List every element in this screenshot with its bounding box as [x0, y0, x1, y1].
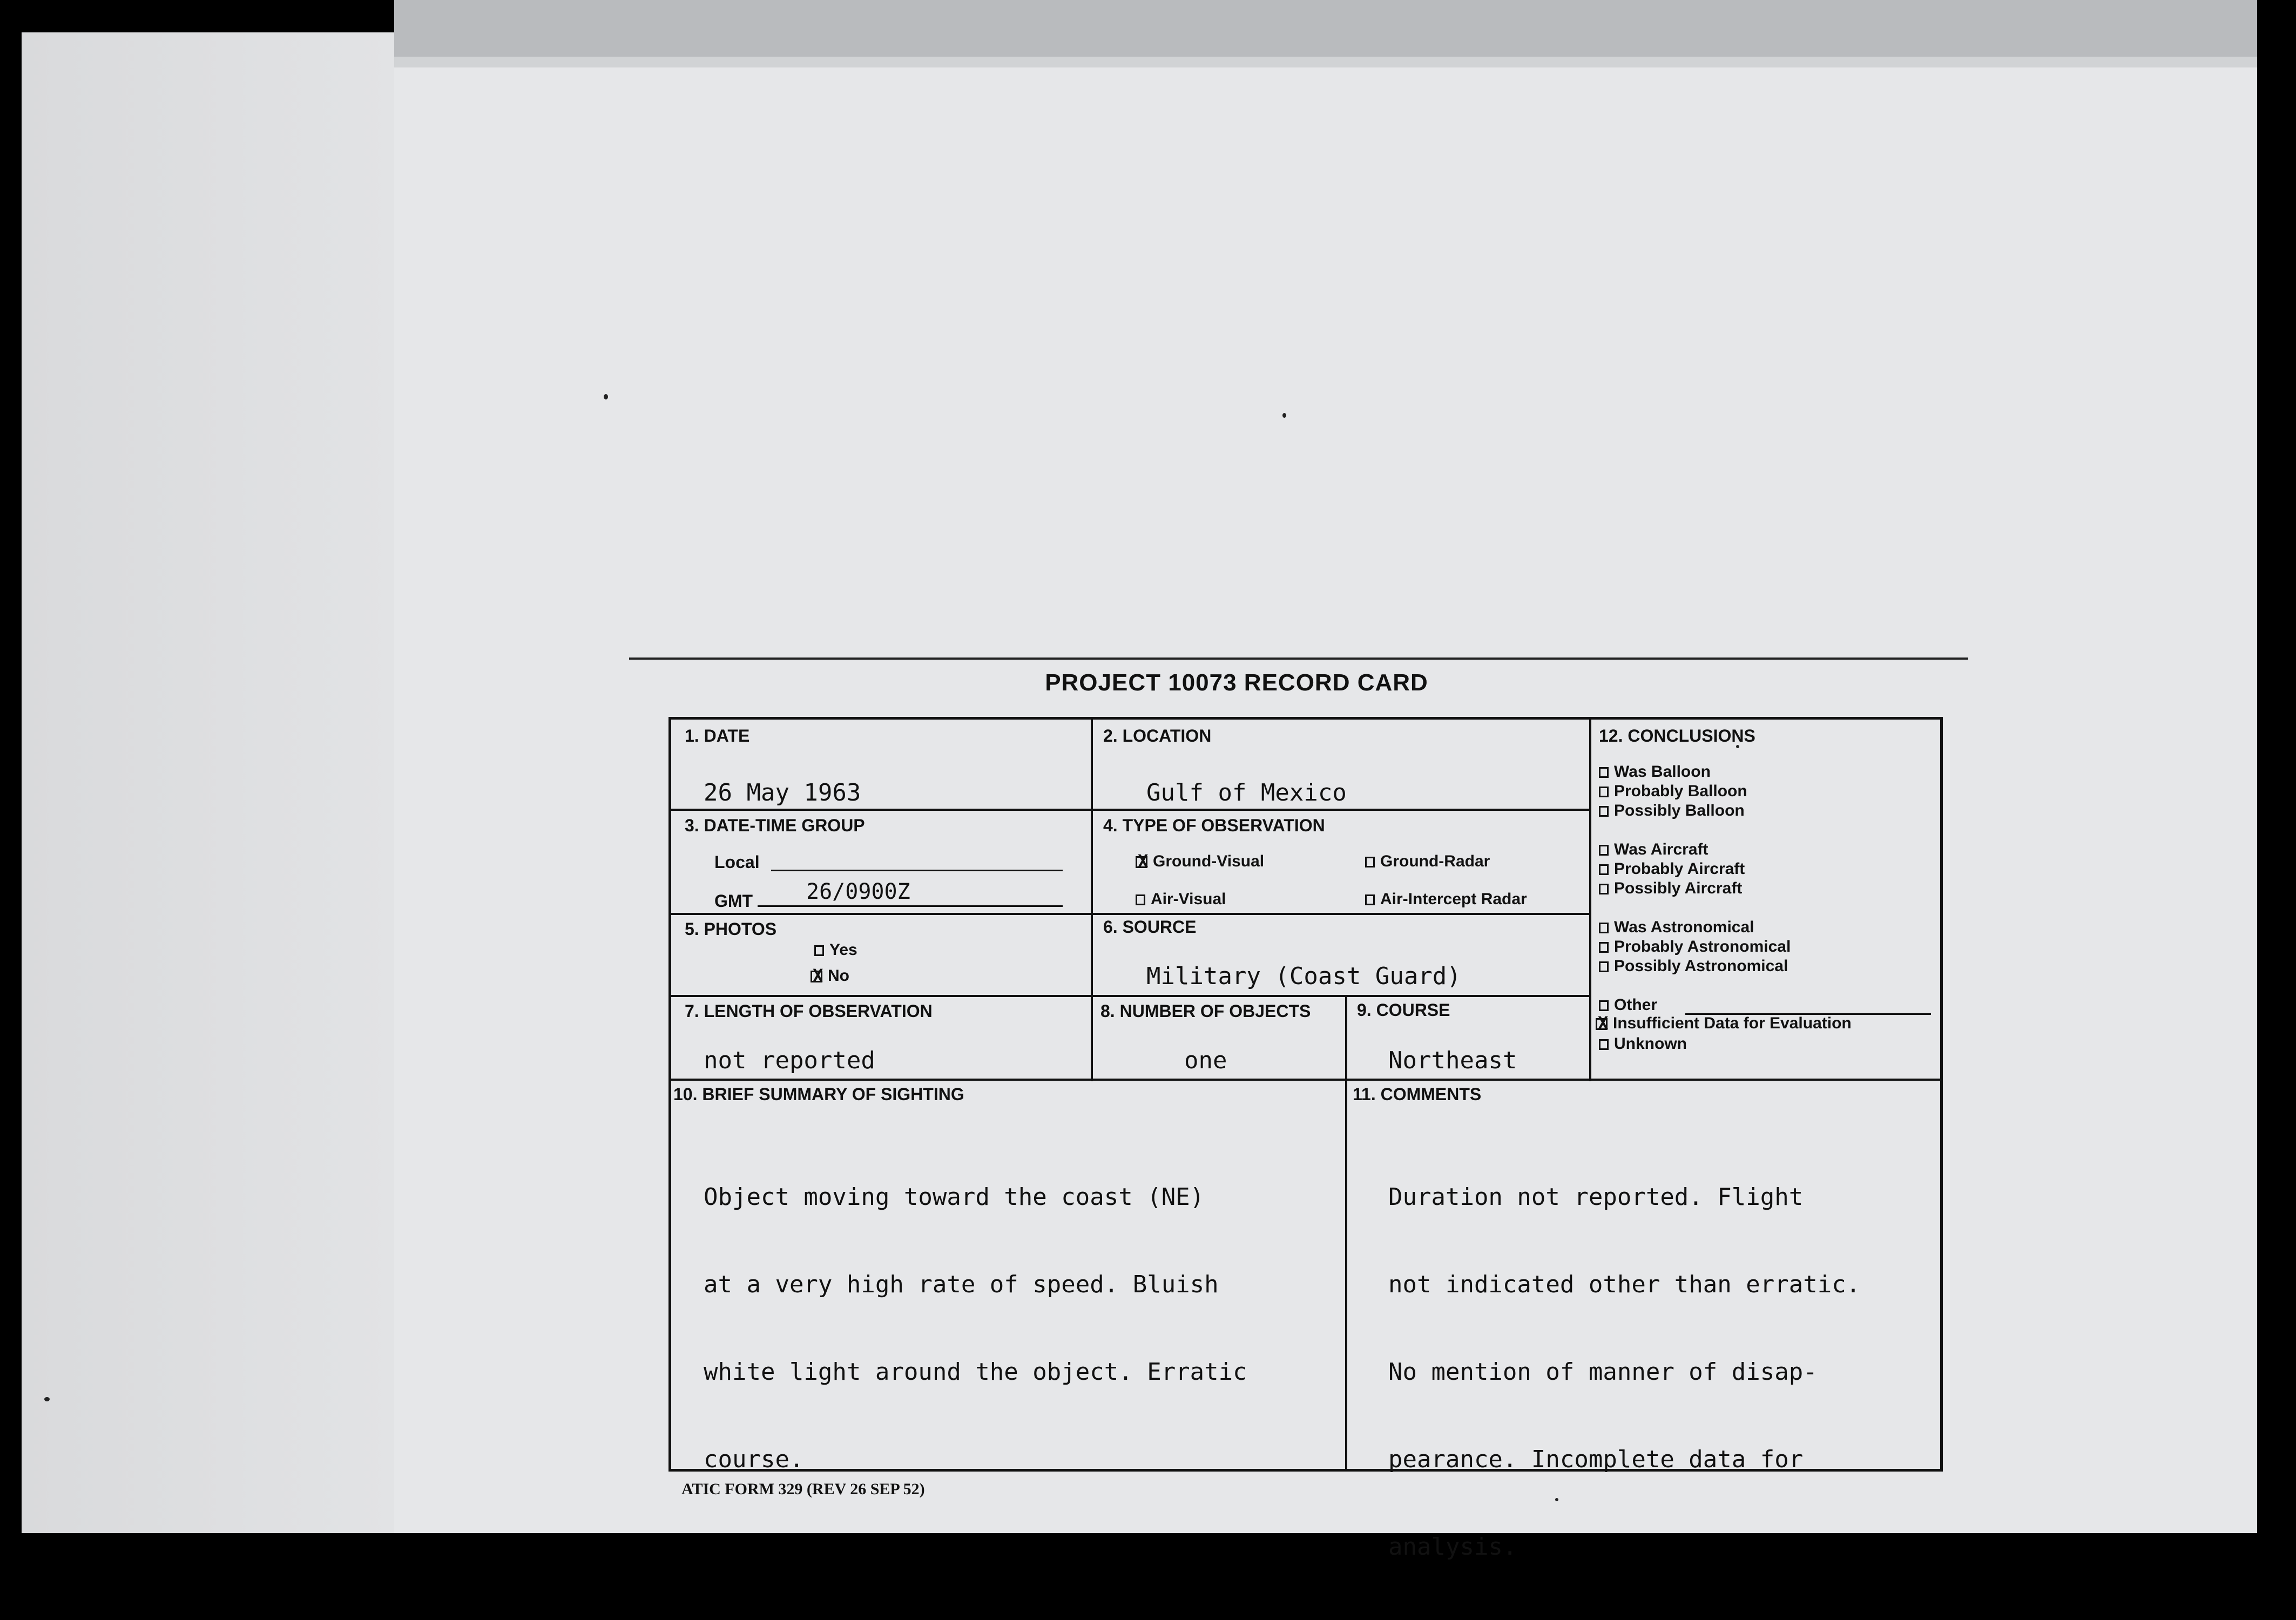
checkbox-icon	[1365, 894, 1375, 905]
speck	[44, 1397, 50, 1401]
date-label: 1. DATE	[685, 726, 750, 745]
conclusion-possibly-balloon	[1599, 802, 1745, 820]
number-of-objects-label: 8. NUMBER OF OBJECTS	[1100, 1001, 1311, 1021]
checkbox-icon	[1136, 894, 1145, 905]
course-value: Northeast	[1388, 1047, 1517, 1074]
checkbox-checked-icon	[1596, 1017, 1610, 1031]
ground-radar-option	[1365, 852, 1490, 871]
option-label: Unknown	[1614, 1035, 1687, 1053]
comments-text	[1388, 1124, 1860, 1620]
conclusion-possibly-astronomical	[1599, 957, 1788, 975]
paper-top-shadow	[394, 0, 2257, 57]
summary-line: white light around the object. Erratic	[704, 1358, 1247, 1386]
summary-text	[704, 1124, 1247, 1533]
number-of-objects-value: one	[1184, 1047, 1227, 1074]
divider	[671, 809, 1589, 811]
option-label: Probably Balloon	[1614, 782, 1747, 800]
conclusion-insufficient-data	[1596, 1014, 1852, 1033]
paper-left-shade	[22, 32, 394, 1533]
checkbox-icon	[1599, 767, 1609, 778]
photos-no-option	[811, 967, 849, 985]
gmt-label: GMT	[714, 891, 753, 911]
photos-yes-option	[814, 941, 857, 959]
conclusion-probably-balloon	[1599, 782, 1747, 801]
location-value: Gulf of Mexico	[1146, 779, 1347, 806]
checkbox-icon	[1599, 961, 1609, 972]
checkbox-icon	[1599, 942, 1609, 953]
option-label: Yes	[829, 941, 857, 959]
checkbox-icon	[1599, 845, 1609, 856]
checkbox-icon	[1599, 1039, 1609, 1050]
comments-line: pearance. Incomplete data for	[1388, 1446, 1804, 1473]
tear-line	[629, 658, 1968, 660]
option-label: Ground-Radar	[1380, 852, 1490, 870]
checkbox-checked-icon	[1136, 855, 1150, 869]
photos-label: 5. PHOTOS	[685, 919, 777, 939]
summary-line: Object moving toward the coast (NE)	[704, 1183, 1205, 1211]
checkbox-icon	[1599, 923, 1609, 933]
option-label: Was Astronomical	[1614, 918, 1754, 936]
checkbox-icon	[1599, 787, 1609, 797]
card-title: PROJECT 10073 RECORD CARD	[1045, 669, 1428, 696]
option-label: Was Aircraft	[1614, 840, 1709, 858]
option-label: Possibly Astronomical	[1614, 957, 1788, 975]
source-label: 6. SOURCE	[1103, 917, 1197, 937]
option-label: Insufficient Data for Evaluation	[1613, 1014, 1852, 1032]
divider	[671, 913, 1589, 915]
divider	[671, 1079, 1940, 1081]
option-label: Was Balloon	[1614, 763, 1711, 781]
checkbox-checked-icon	[811, 970, 825, 984]
conclusion-unknown	[1599, 1035, 1687, 1053]
divider	[671, 995, 1589, 997]
form-footer: ATIC FORM 329 (REV 26 SEP 52)	[681, 1480, 925, 1498]
air-visual-option	[1136, 890, 1226, 909]
checkbox-icon	[1599, 864, 1609, 875]
gmt-underline	[758, 905, 1063, 907]
summary-line: at a very high rate of speed. Bluish	[704, 1271, 1219, 1298]
summary-label: 10. BRIEF SUMMARY OF SIGHTING	[673, 1084, 964, 1104]
divider	[1345, 995, 1347, 1470]
course-label: 9. COURSE	[1357, 1000, 1450, 1020]
comments-line: Duration not reported. Flight	[1388, 1183, 1804, 1211]
conclusion-other	[1599, 996, 1657, 1014]
location-label: 2. LOCATION	[1103, 726, 1212, 745]
conclusion-was-astronomical	[1599, 918, 1754, 937]
conclusion-was-balloon	[1599, 763, 1711, 781]
type-of-observation-label: 4. TYPE OF OBSERVATION	[1103, 816, 1325, 835]
option-label: Air-Intercept Radar	[1380, 890, 1527, 908]
source-value: Military (Coast Guard)	[1146, 962, 1461, 990]
local-label: Local	[714, 852, 760, 872]
checkbox-icon	[1599, 884, 1609, 894]
checkbox-icon	[1365, 857, 1375, 867]
conclusion-probably-astronomical	[1599, 938, 1791, 956]
speck	[1282, 413, 1286, 418]
comments-line: analysis.	[1388, 1533, 1517, 1561]
film-border-right	[2257, 0, 2296, 1558]
comments-line: not indicated other than erratic.	[1388, 1271, 1861, 1298]
option-label: Ground-Visual	[1153, 852, 1265, 870]
conclusion-possibly-aircraft	[1599, 879, 1742, 898]
checkbox-icon	[1599, 1000, 1609, 1011]
conclusions-label: 12. CONCLUSIONS	[1599, 726, 1755, 745]
length-of-observation-label: 7. LENGTH OF OBSERVATION	[685, 1001, 933, 1021]
gmt-value: 26/0900Z	[806, 879, 910, 904]
length-of-observation-value: not reported	[704, 1047, 875, 1074]
paper-top-edge	[394, 57, 2257, 67]
conclusion-was-aircraft	[1599, 840, 1709, 859]
option-label: Air-Visual	[1151, 890, 1226, 908]
option-label: No	[828, 967, 849, 985]
checkbox-icon	[1599, 806, 1609, 817]
divider	[1091, 720, 1093, 1081]
date-time-group-label: 3. DATE-TIME GROUP	[685, 816, 865, 835]
checkbox-icon	[814, 945, 824, 956]
speck	[604, 394, 608, 399]
date-value: 26 May 1963	[704, 779, 861, 806]
option-label: Possibly Balloon	[1614, 802, 1745, 819]
divider	[1589, 720, 1591, 1081]
conclusion-probably-aircraft	[1599, 860, 1745, 878]
option-label: Probably Astronomical	[1614, 938, 1791, 955]
air-intercept-radar-option	[1365, 890, 1527, 909]
local-underline	[771, 870, 1063, 871]
comments-label: 11. COMMENTS	[1353, 1084, 1482, 1104]
option-label: Possibly Aircraft	[1614, 879, 1743, 897]
summary-line: course.	[704, 1446, 804, 1473]
option-label: Probably Aircraft	[1614, 860, 1745, 878]
comments-line: No mention of manner of disap-	[1388, 1358, 1818, 1386]
option-label: Other	[1614, 996, 1658, 1014]
ground-visual-option	[1136, 852, 1264, 871]
